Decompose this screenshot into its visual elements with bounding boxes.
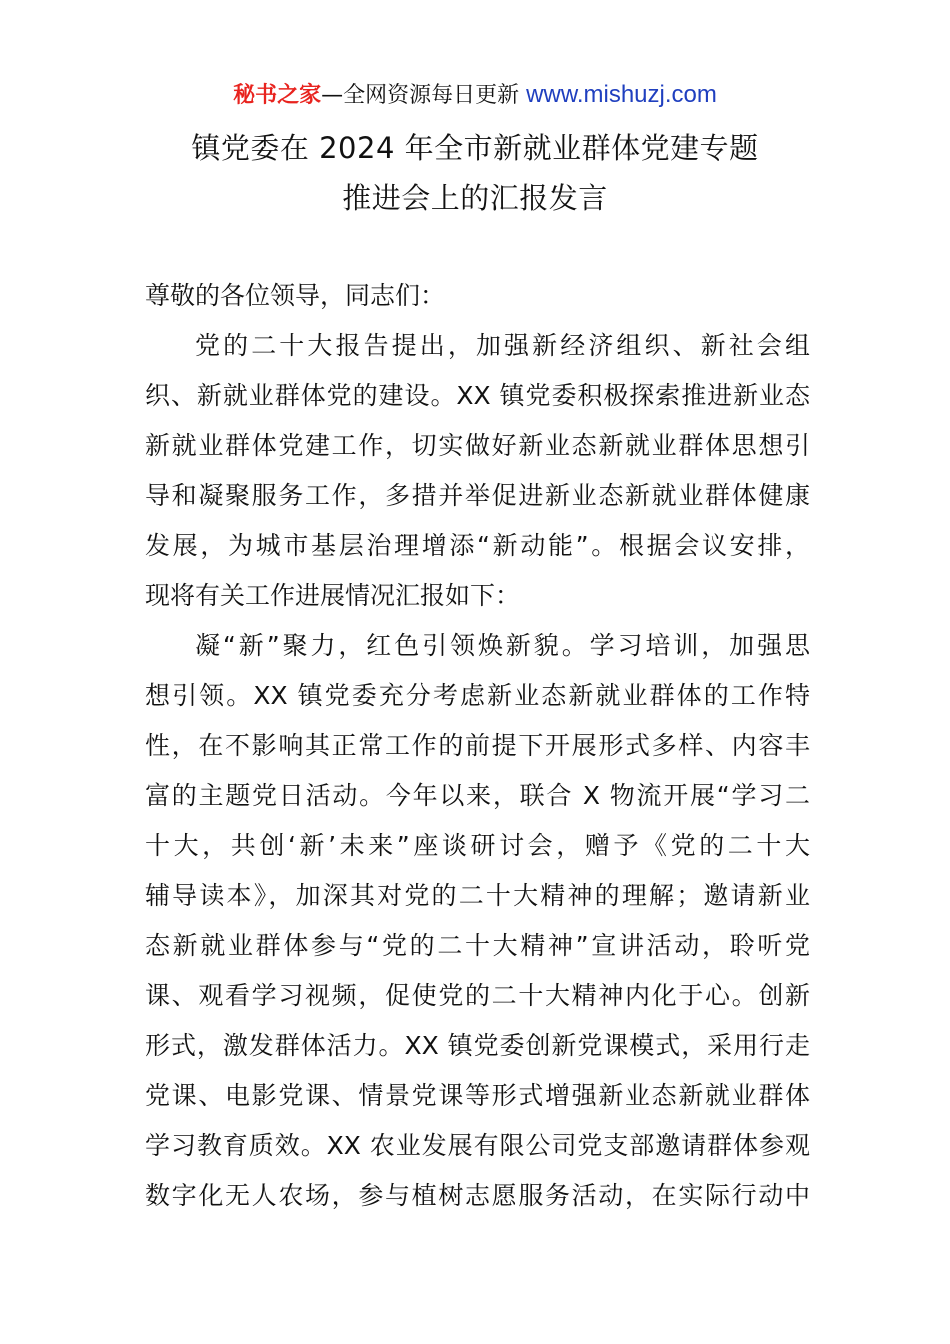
- body-line: 十大，共创‘新’未来”座谈研讨会，赠予《党的二十大: [145, 831, 810, 860]
- section-heading-line: 凝“新”聚力，红色引领焕新貌。学习培训，加强思: [195, 631, 810, 660]
- body-line: 新就业群体党建工作，切实做好新业态新就业群体思想引: [145, 431, 810, 460]
- body-line: 态新就业群体参与“党的二十大精神”宣讲活动，聆听党: [145, 931, 810, 960]
- site-header: [0, 80, 950, 111]
- document-body: [145, 276, 810, 1226]
- document-title-line-2: 推进会上的汇报发言: [342, 181, 608, 215]
- body-line: 富的主题党日活动。今年以来，联合 X 物流开展“学习二: [145, 781, 810, 810]
- body-line: 数字化无人农场，参与植树志愿服务活动，在实际行动中: [145, 1181, 810, 1210]
- salutation: 尊敬的各位领导，同志们：: [145, 281, 446, 310]
- body-line: 发展，为城市基层治理增添“新动能”。根据会议安排，: [145, 531, 810, 560]
- body-line: 辅导读本》，加深其对党的二十大精神的理解；邀请新业: [145, 881, 810, 910]
- body-line: 课、观看学习视频，促使党的二十大精神内化于心。创新: [145, 981, 810, 1010]
- body-line: 性，在不影响其正常工作的前提下开展形式多样、内容丰: [145, 731, 810, 760]
- body-line: 织、新就业群体党的建设。XX 镇党委积极探索推进新业态: [145, 381, 810, 410]
- body-line: 现将有关工作进展情况汇报如下：: [145, 581, 521, 610]
- body-line: 形式，激发群体活力。XX 镇党委创新党课模式，采用行走: [145, 1031, 810, 1060]
- body-line: 党课、电影党课、情景党课等形式增强新业态新就业群体: [145, 1081, 810, 1110]
- body-line: 想引领。XX 镇党委充分考虑新业态新就业群体的工作特: [145, 681, 810, 710]
- site-tagline: —全网资源每日更新: [321, 83, 527, 108]
- document-title-line-1: 镇党委在 2024 年全市新就业群体党建专题: [191, 131, 759, 165]
- body-line: 党的二十大报告提出，加强新经济组织、新社会组: [195, 331, 810, 360]
- site-url-link[interactable]: www.mishuzj.com: [526, 81, 717, 108]
- body-line: 学习教育质效。XX 农业发展有限公司党支部邀请群体参观: [145, 1131, 810, 1160]
- site-brand: 秘书之家: [233, 83, 322, 108]
- body-line: 导和凝聚服务工作，多措并举促进新业态新就业群体健康: [145, 481, 810, 510]
